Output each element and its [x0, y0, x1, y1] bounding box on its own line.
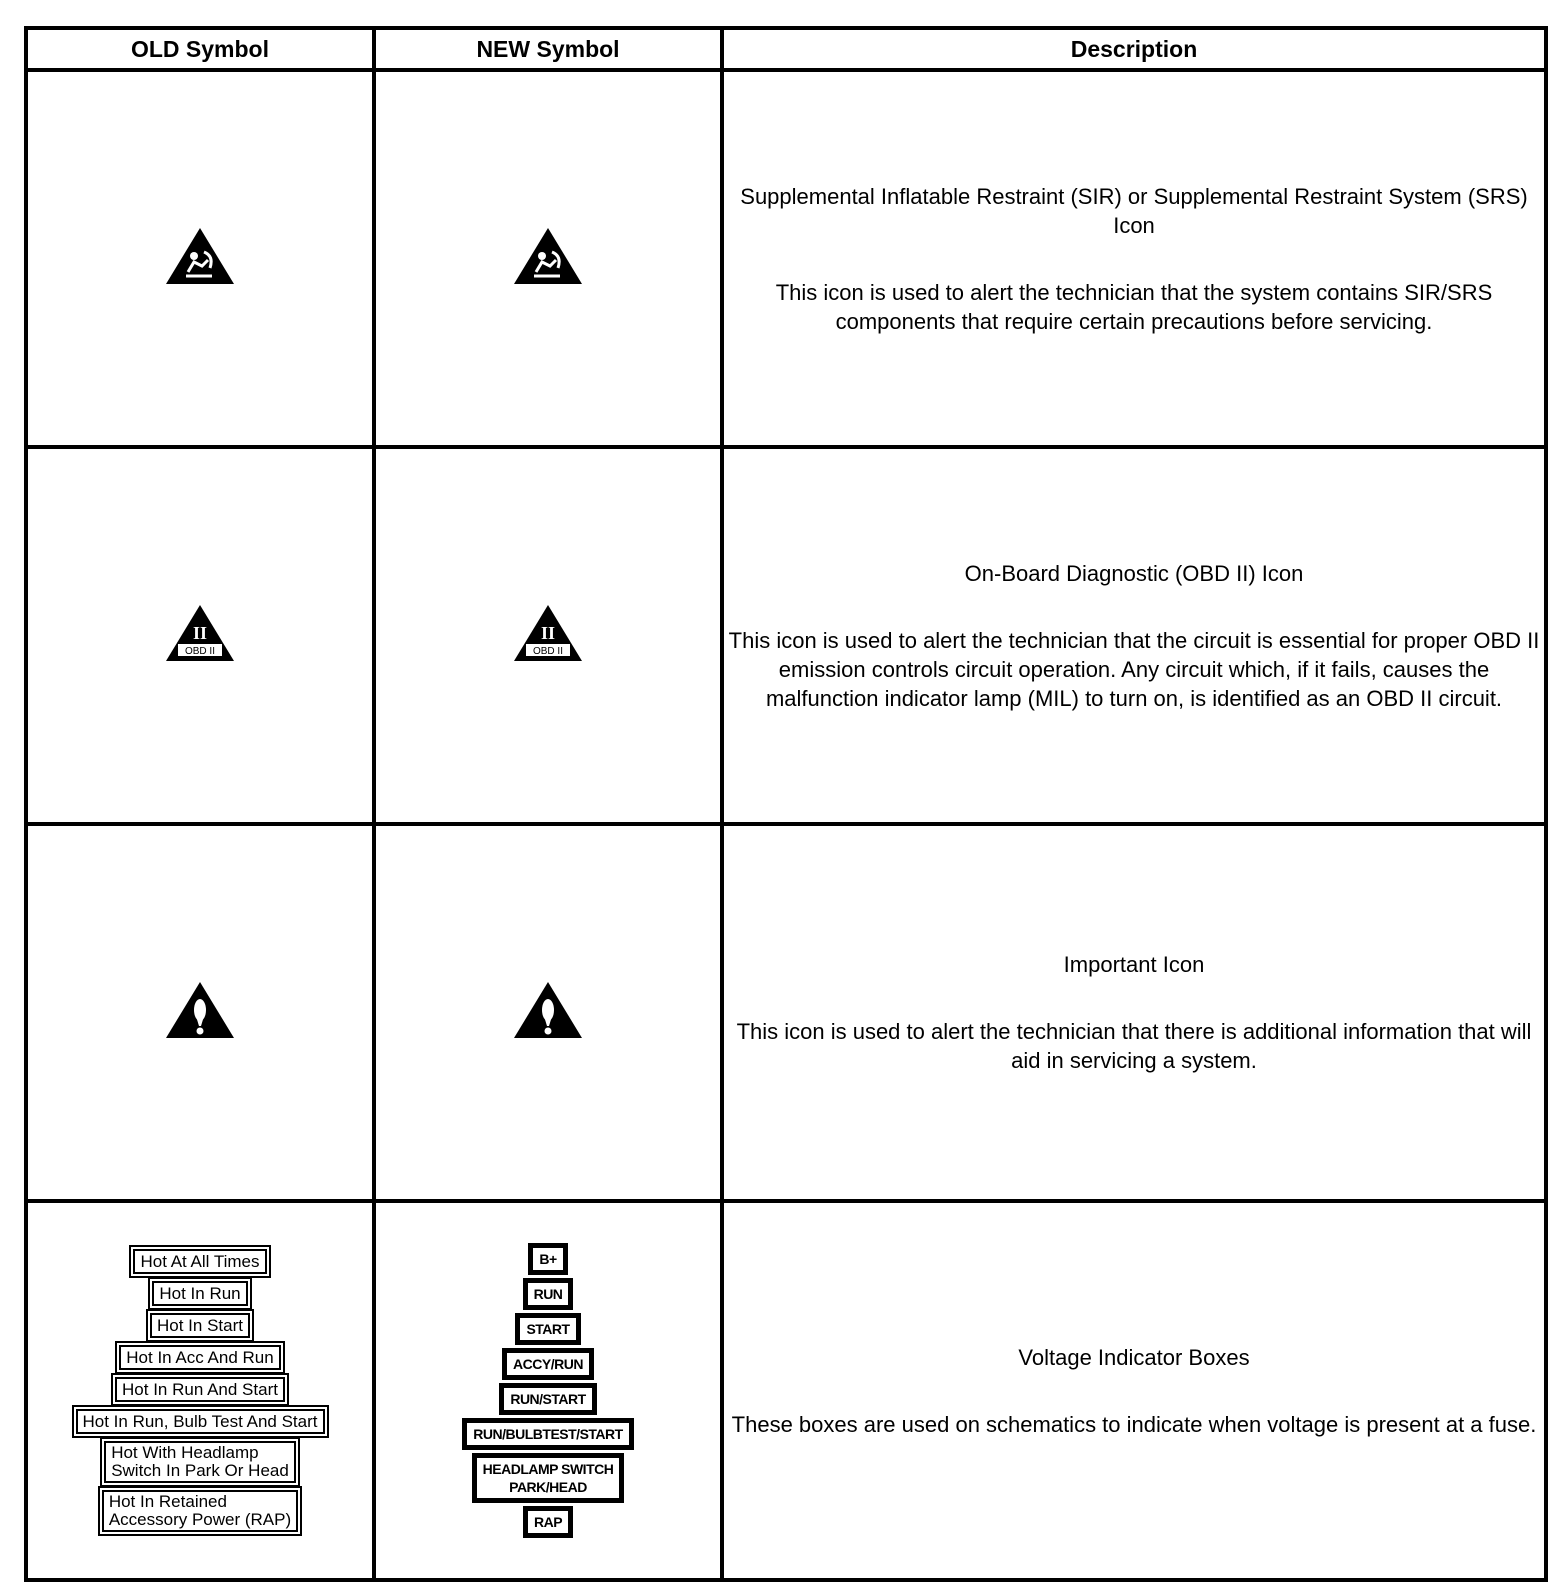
old-voltage-box: Hot In Run And Start: [115, 1377, 285, 1402]
new-voltage-box-label: START: [520, 1318, 575, 1340]
description-cell: [722, 70, 1546, 447]
new-voltage-box-label: ACCY/RUN: [507, 1353, 589, 1375]
symbol-table: [24, 26, 1548, 1582]
new-voltage-box: [515, 1313, 580, 1345]
new-symbol-cell: [374, 824, 722, 1201]
description-body: This icon is used to alert the technician that there is additional information that will aid in servicing a system.: [736, 1019, 1532, 1073]
table-row: [26, 824, 1546, 1201]
new-voltage-box: [528, 1243, 567, 1275]
sir-srs-icon: [164, 226, 236, 286]
svg-text:OBD II: OBD II: [184, 646, 216, 657]
old-voltage-box: Hot In Retained Accessory Power (RAP): [102, 1490, 298, 1532]
old-voltage-box: Hot With Headlamp Switch In Park Or Head: [104, 1441, 296, 1483]
new-symbol-cell: [374, 70, 722, 447]
obd-ii-icon: [164, 603, 236, 663]
table-row: [26, 70, 1546, 447]
old-symbol-cell: [26, 447, 374, 824]
svg-text:II: II: [192, 623, 208, 643]
table-row: [26, 447, 1546, 824]
header-row: [26, 28, 1546, 70]
header-new-symbol: NEW Symbol: [374, 28, 722, 70]
description-title: Important Icon: [1063, 952, 1205, 977]
obd-ii-icon: [512, 603, 584, 663]
svg-text:II: II: [540, 623, 556, 643]
table-row: [26, 1201, 1546, 1580]
new-voltage-box: [499, 1383, 596, 1415]
old-voltage-box: Hot At All Times: [133, 1249, 266, 1274]
new-symbol-cell: [374, 447, 722, 824]
description-title: Voltage Indicator Boxes: [1018, 1344, 1250, 1370]
old-symbol-cell: [26, 824, 374, 1201]
new-voltage-box-label: RUN/BULBTEST/START: [467, 1423, 628, 1445]
old-voltage-box: Hot In Acc And Run: [119, 1345, 280, 1370]
description-title: On-Board Diagnostic (OBD II) Icon: [964, 560, 1304, 586]
important-icon: [512, 980, 584, 1040]
svg-text:OBD II: OBD II: [532, 646, 564, 657]
important-icon: [164, 980, 236, 1040]
new-voltage-box-list: [376, 1243, 720, 1538]
new-voltage-box-label: HEADLAMP SWITCH PARK/HEAD: [477, 1458, 620, 1498]
new-voltage-box-label: RAP: [528, 1511, 568, 1533]
old-symbol-cell: [26, 1201, 374, 1580]
old-voltage-box: Hot In Run, Bulb Test And Start: [76, 1409, 325, 1434]
description-title: Supplemental Inflatable Restraint (SIR) or Supplemental Restraint System (SRS) Icon: [740, 183, 1528, 238]
new-voltage-box: [523, 1278, 574, 1310]
description-cell: [722, 447, 1546, 824]
old-voltage-box: Hot In Run: [152, 1281, 247, 1306]
new-symbol-cell: [374, 1201, 722, 1580]
description-body: These boxes are used on schematics to indicate when voltage is present at a fuse.: [731, 1411, 1537, 1437]
description-cell: [722, 1201, 1546, 1580]
new-voltage-box-label: RUN/START: [504, 1388, 591, 1410]
description-body: This icon is used to alert the technician that the circuit is essential for proper OBD II emission controls circuit operation. Any circuit which, if it fails, causes the malfunction indicator lamp (MIL) to turn on, is identified as an OBD II circuit.: [728, 627, 1540, 711]
new-voltage-box-label: RUN: [528, 1283, 569, 1305]
old-symbol-cell: [26, 70, 374, 447]
sir-srs-icon: [512, 226, 584, 286]
new-voltage-box: [472, 1453, 625, 1503]
header-old-symbol: OLD Symbol: [26, 28, 374, 70]
header-description: Description: [722, 28, 1546, 70]
new-voltage-box-label: B+: [533, 1248, 562, 1270]
new-voltage-box: [502, 1348, 594, 1380]
old-voltage-box-list: [28, 1249, 372, 1532]
old-voltage-box: Hot In Start: [150, 1313, 250, 1338]
description-body: This icon is used to alert the technician that the system contains SIR/SRS components that require certain precautions before servicing.: [775, 279, 1493, 334]
new-voltage-box: [523, 1506, 573, 1538]
new-voltage-box: [462, 1418, 633, 1450]
description-cell: [722, 824, 1546, 1201]
